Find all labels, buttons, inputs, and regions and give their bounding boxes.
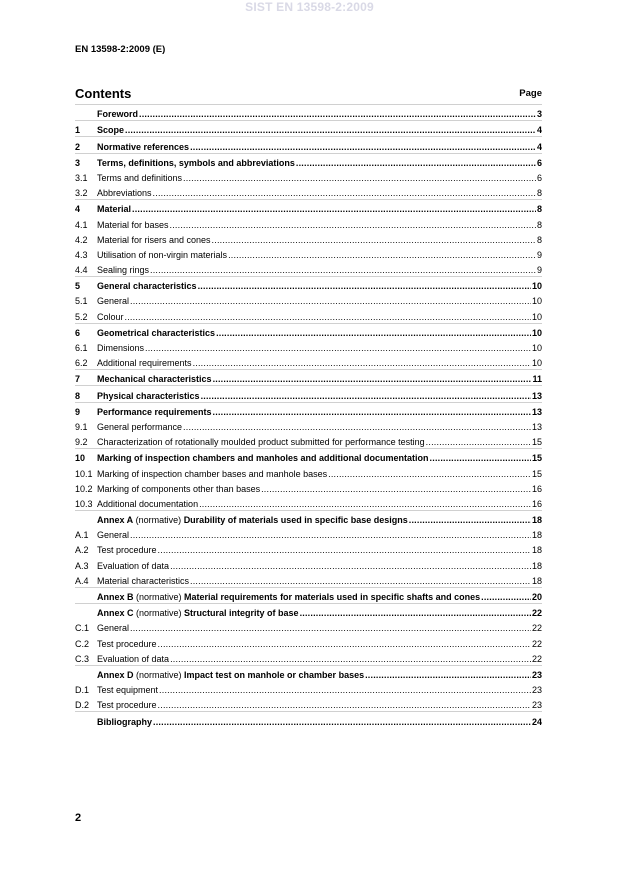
toc-entry-title (97, 469, 327, 480)
dot-leader (183, 173, 536, 184)
toc-entry-number: 4.2 (75, 234, 88, 245)
toc-entry-title-text: General (97, 530, 130, 541)
toc-entry-page: 15 (531, 468, 542, 479)
toc-entry[interactable] (75, 480, 542, 495)
toc-entry-title (97, 109, 138, 120)
toc-entry-title (97, 173, 182, 184)
dot-leader (212, 235, 536, 246)
toc-entry[interactable] (75, 510, 542, 526)
toc-entry[interactable] (75, 418, 542, 433)
toc-entry-page: 23 (531, 669, 542, 680)
toc-entry-title (97, 188, 152, 199)
toc-entry-annex-title: Material requirements for materials used in specific shafts and cones (184, 592, 481, 602)
toc-entry-number: 2 (75, 141, 81, 152)
toc-entry-title (97, 592, 480, 603)
toc-entry-number: A.1 (75, 530, 89, 541)
toc-entry-number: 4.1 (75, 219, 88, 230)
toc-entry-title (97, 608, 299, 619)
toc-entry-number: 10 (75, 453, 86, 464)
toc-entry-number: C.2 (75, 638, 90, 649)
toc-entry-page: 10 (531, 327, 542, 338)
toc-entry-title (97, 235, 211, 246)
toc-entry[interactable] (75, 120, 542, 136)
toc-entry[interactable] (75, 572, 542, 587)
toc-entry[interactable] (75, 681, 542, 696)
toc-entry-page: 23 (531, 700, 542, 711)
toc-entry-page: 24 (531, 716, 542, 727)
toc-entry-page: 22 (531, 638, 542, 649)
document-id: EN 13598-2:2009 (E) (75, 44, 166, 55)
toc-entry-title-text: Marking of inspection chambers and manholes and additional documentation (97, 453, 429, 464)
toc-entry-page: 4 (536, 125, 542, 136)
toc-entry[interactable] (75, 587, 542, 603)
toc-entry-title-text: Material characteristics (97, 575, 190, 586)
toc-entry-page: 3 (536, 109, 542, 120)
toc-entry-title-text: Additional documentation (97, 498, 199, 509)
toc-entry-number: C.3 (75, 653, 90, 664)
toc-entry-number: 4.3 (75, 249, 88, 260)
toc-entry-title (97, 717, 152, 728)
dot-leader (130, 623, 531, 634)
toc-entry-page: 18 (531, 575, 542, 586)
toc-entry-page: 16 (531, 498, 542, 509)
toc-entry[interactable] (75, 711, 542, 727)
toc-entry-title (97, 407, 212, 418)
toc-entry-title-text: Material (97, 204, 132, 215)
toc-entry[interactable] (75, 169, 542, 184)
toc-entry-number: 3 (75, 157, 81, 168)
toc-entry-title-text: Performance requirements (97, 406, 212, 417)
toc-entry-number: 5.1 (75, 296, 88, 307)
table-of-contents (75, 104, 542, 728)
dot-leader (409, 515, 531, 526)
toc-entry[interactable] (75, 339, 542, 354)
dot-leader (150, 265, 536, 276)
toc-entry-title (97, 623, 129, 634)
toc-entry-annex-type: (normative) (133, 608, 185, 619)
toc-entry-page: 13 (531, 390, 542, 401)
toc-entry-title (97, 530, 129, 541)
toc-entry-page: 18 (531, 545, 542, 556)
toc-entry-title-text: Physical characteristics (97, 390, 200, 401)
dot-leader (145, 343, 531, 354)
toc-entry-page: 18 (531, 530, 542, 541)
toc-entry[interactable] (75, 650, 542, 665)
page-column-label: Page (519, 88, 542, 99)
toc-entry[interactable] (75, 153, 542, 169)
toc-entry[interactable] (75, 184, 542, 199)
toc-entry-title (97, 499, 198, 510)
toc-entry-title (97, 374, 212, 385)
toc-entry-page: 18 (531, 515, 542, 526)
toc-entry[interactable] (75, 665, 542, 681)
dot-leader (153, 188, 536, 199)
toc-entry-title (97, 391, 200, 402)
dot-leader (170, 220, 536, 231)
toc-entry-title-text: Mechanical characteristics (97, 374, 212, 385)
dot-leader (132, 204, 536, 215)
toc-entry-title (97, 422, 182, 433)
dot-leader (481, 592, 531, 603)
toc-entry-page: 16 (531, 483, 542, 494)
toc-entry[interactable] (75, 526, 542, 541)
toc-entry-page: 18 (531, 560, 542, 571)
toc-entry-page: 13 (531, 406, 542, 417)
toc-entry-page: 9 (536, 265, 542, 276)
toc-entry-number: 9 (75, 406, 81, 417)
toc-entry[interactable] (75, 619, 542, 634)
toc-entry-title (97, 250, 227, 261)
toc-entry-title-text: Abbreviations (97, 188, 152, 199)
toc-entry-page: 8 (536, 188, 542, 199)
toc-entry-number: 6.2 (75, 358, 88, 369)
toc-entry-title-text: Material for bases (97, 219, 169, 230)
toc-entry-number: 4.4 (75, 265, 88, 276)
toc-entry-title-text: Evaluation of data (97, 560, 170, 571)
dot-leader (213, 407, 531, 418)
toc-entry-number: A.3 (75, 560, 89, 571)
dot-leader (158, 639, 531, 650)
toc-entry-title-text: Terms and definitions (97, 172, 183, 183)
contents-title: Contents (75, 86, 132, 101)
toc-entry-page: 10 (531, 296, 542, 307)
toc-entry-page: 8 (536, 234, 542, 245)
toc-entry[interactable] (75, 696, 542, 711)
toc-entry-title (97, 220, 169, 231)
dot-leader (125, 312, 531, 323)
toc-entry[interactable] (75, 603, 542, 619)
toc-entry-title (97, 437, 425, 448)
toc-entry-page: 10 (531, 281, 542, 292)
toc-entry[interactable] (75, 199, 542, 215)
toc-entry-page: 15 (531, 437, 542, 448)
toc-entry-title (97, 700, 157, 711)
toc-entry[interactable] (75, 369, 542, 385)
toc-entry-title-text: Utilisation of non-virgin materials (97, 249, 228, 260)
dot-leader (365, 670, 531, 681)
toc-entry-page: 11 (532, 374, 542, 385)
dot-leader (199, 499, 531, 510)
dot-leader (300, 608, 531, 619)
toc-entry-title (97, 358, 192, 369)
dot-leader (170, 654, 531, 665)
toc-entry-title-text: General performance (97, 421, 183, 432)
toc-entry-number: A.2 (75, 545, 89, 556)
toc-entry-annex-title: Durability of materials used in specific base designs (183, 515, 408, 526)
dot-leader (190, 576, 531, 587)
toc-entry-title-text: Foreword (97, 109, 139, 120)
toc-entry-title (97, 343, 144, 354)
dot-leader (159, 685, 531, 696)
toc-entry-title (97, 654, 169, 665)
toc-entry-number: 4 (75, 204, 81, 215)
toc-entry-number: 10.1 (75, 468, 93, 479)
toc-entry[interactable] (75, 136, 542, 152)
toc-entry[interactable] (75, 448, 542, 464)
dot-leader (430, 453, 531, 464)
page-number: 2 (75, 812, 82, 824)
toc-entry-title-text: Dimensions (97, 343, 145, 353)
toc-entry[interactable] (75, 307, 542, 322)
toc-entry-page: 9 (536, 249, 542, 260)
toc-entry-title-text: Sealing rings (97, 265, 150, 276)
toc-entry-number: 9.1 (75, 421, 88, 432)
toc-entry-number: 10.2 (75, 483, 93, 494)
toc-entry-title (97, 204, 131, 215)
toc-entry-title-text: Test procedure (97, 700, 157, 711)
toc-entry-title (97, 576, 189, 587)
dot-leader (170, 561, 531, 572)
toc-entry-title-text: Characterization of rotationally moulded product submitted for performance testing (97, 437, 425, 448)
toc-entry-title-text: Annex C (97, 608, 134, 619)
toc-entry-annex-type: (normative) (133, 515, 184, 526)
toc-entry[interactable] (75, 354, 542, 369)
toc-entry[interactable] (75, 215, 542, 230)
toc-entry[interactable] (75, 231, 542, 246)
toc-entry[interactable] (75, 276, 542, 292)
toc-entry[interactable] (75, 104, 542, 120)
toc-entry-page: 15 (531, 453, 542, 464)
dot-leader (228, 250, 536, 261)
toc-entry[interactable] (75, 433, 542, 448)
toc-entry-title-text: Evaluation of data (97, 653, 170, 664)
toc-entry-page: 20 (531, 592, 542, 602)
toc-entry-number: 6.1 (75, 343, 88, 353)
toc-entry[interactable] (75, 556, 542, 571)
dot-leader (153, 717, 531, 728)
toc-entry-title-text: Additional requirements (97, 358, 192, 369)
toc-entry-title (97, 296, 129, 307)
toc-entry-title (97, 639, 157, 650)
toc-entry-title-text: General (97, 623, 130, 634)
dot-leader (426, 437, 531, 448)
toc-entry-page: 22 (531, 608, 542, 619)
dot-leader (130, 530, 531, 541)
toc-entry-page: 10 (531, 358, 542, 369)
toc-entry-title (97, 484, 260, 495)
dot-leader (130, 296, 531, 307)
toc-entry-page: 8 (536, 219, 542, 230)
toc-entry-title-text: Marking of inspection chamber bases and manhole bases (97, 468, 328, 479)
toc-entry-number: 8 (75, 390, 81, 401)
toc-entry[interactable] (75, 261, 542, 276)
toc-entry-number: 7 (75, 374, 81, 385)
toc-entry-title-text: Annex B (97, 592, 134, 602)
dot-leader (296, 158, 536, 169)
toc-entry-number: 10.3 (75, 498, 93, 509)
toc-entry-title-text: Marking of components other than bases (97, 483, 261, 494)
toc-entry-title (97, 561, 169, 572)
toc-entry[interactable] (75, 402, 542, 418)
toc-entry-number: 5.2 (75, 311, 88, 322)
toc-entry-title (97, 515, 408, 526)
toc-entry[interactable] (75, 385, 542, 401)
toc-entry-title-text: Normative references (97, 141, 190, 152)
toc-entry-title (97, 142, 189, 153)
dot-leader (328, 469, 531, 480)
toc-entry-title-text: Test procedure (97, 638, 157, 649)
toc-entry-page: 6 (536, 172, 542, 183)
dot-leader (198, 281, 531, 292)
toc-entry-page: 6 (536, 157, 542, 168)
toc-entry-number: 9.2 (75, 437, 88, 448)
toc-entry-title-text: Bibliography (97, 716, 153, 727)
toc-entry-title-text: Annex D (97, 669, 134, 680)
toc-entry-title-text: Annex A (97, 515, 134, 526)
dot-leader (125, 125, 536, 136)
toc-entry-number: 6 (75, 327, 81, 338)
toc-entry[interactable] (75, 634, 542, 649)
toc-entry-title-text: Colour (97, 311, 124, 322)
toc-entry-page: 8 (536, 204, 542, 215)
toc-entry-page: 10 (531, 311, 542, 322)
toc-entry[interactable] (75, 495, 542, 510)
toc-entry[interactable] (75, 246, 542, 261)
dot-leader (213, 374, 532, 385)
dot-leader (216, 328, 531, 339)
toc-entry[interactable] (75, 541, 542, 556)
toc-entry-title-text: Test procedure (97, 545, 157, 556)
toc-entry-number: 3.1 (75, 172, 88, 183)
toc-entry-page: 13 (531, 421, 542, 432)
toc-entry-page: 22 (531, 653, 542, 664)
toc-entry-title (97, 281, 197, 292)
dot-leader (193, 358, 531, 369)
toc-entry-page: 23 (531, 685, 542, 696)
dot-leader (261, 484, 531, 495)
toc-entry-number: D.1 (75, 685, 90, 696)
toc-entry-title (97, 265, 149, 276)
dot-leader (190, 142, 536, 153)
toc-entry-number: C.1 (75, 623, 90, 634)
toc-entry[interactable] (75, 292, 542, 307)
toc-entry-title-text: Test equipment (97, 685, 159, 696)
dot-leader (158, 545, 531, 556)
toc-entry-title (97, 158, 295, 169)
toc-entry-title (97, 685, 158, 696)
toc-entry-title-text: General (97, 296, 130, 307)
toc-entry-annex-type: (normative) (133, 592, 185, 602)
toc-entry[interactable] (75, 464, 542, 479)
toc-entry-title-text: General characteristics (97, 281, 197, 292)
dot-leader (139, 109, 536, 120)
contents-header (75, 86, 542, 102)
dot-leader (201, 391, 531, 402)
toc-entry-title (97, 545, 157, 556)
toc-entry-title (97, 670, 364, 681)
toc-entry-title-text: Geometrical characteristics (97, 327, 216, 338)
toc-entry-annex-title: Structural integrity of base (184, 608, 299, 619)
toc-entry-title (97, 125, 124, 136)
dot-leader (183, 422, 531, 433)
toc-entry-title (97, 328, 215, 339)
toc-entry-annex-type: (normative) (133, 669, 185, 680)
toc-entry-title-text: Scope (97, 125, 125, 136)
toc-entry-page: 4 (536, 141, 542, 152)
toc-entry-title-text: Terms, definitions, symbols and abbreviations (97, 157, 295, 168)
toc-entry-title-text: Material for risers and cones (97, 234, 211, 245)
toc-entry-number: A.4 (75, 575, 89, 586)
toc-entry-title (97, 312, 124, 323)
toc-entry-number: 5 (75, 281, 81, 292)
toc-entry-number: 3.2 (75, 188, 88, 199)
watermark: SIST EN 13598-2:2009 (245, 0, 374, 14)
toc-entry-number: 1 (75, 125, 81, 136)
toc-entry-page: 10 (531, 343, 542, 353)
toc-entry-number: D.2 (75, 700, 90, 711)
toc-entry-annex-title: Impact test on manhole or chamber bases (184, 669, 365, 680)
toc-entry-title (97, 453, 429, 464)
toc-entry[interactable] (75, 323, 542, 339)
dot-leader (158, 700, 531, 711)
toc-entry-page: 22 (531, 623, 542, 634)
